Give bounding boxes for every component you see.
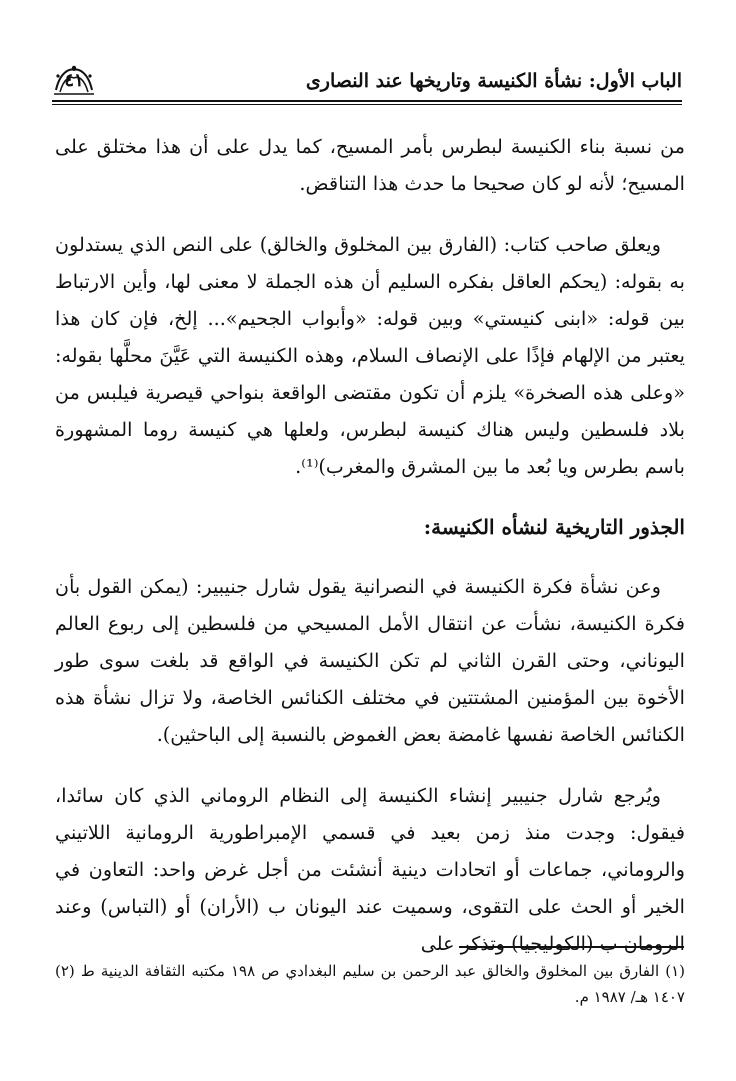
header-rule: [52, 100, 682, 102]
paragraph: وعن نشأة فكرة الكنيسة في النصرانية يقول شارل جنيبير: (يمكن القول بأن فكرة الكنيسة، نشأت عن انتقال الأمل المسيحي من فلسطين إلى ربوع العالم اليوناني، وحتى القرن الثاني لم تكن الكنيسة في الواقع قد بلغت سوى طور الأخوة بين المؤمنين المشتتين في مختلف الكنائس الخاصة، ولا تزال نشأة هذه الكنائس الخاصة نفسها غامضة بعض الغموض بالنسبة إلى الباحثين).: [55, 575, 686, 746]
main-text: [55, 128, 685, 986]
footnote: (١) الفارق بين المخلوق والخالق عبد الرحمن بن سليم البغدادي ص ١٩٨ مكتبه الثقافة الدينية ط (٢) ١٤٠٧ هـ/ ١٩٨٧ م.: [55, 962, 685, 1006]
paragraph: من نسبة بناء الكنيسة لبطرس بأمر المسيح، كما يدل على أن هذا مختلق على المسيح؛ لأنه لو كان صحيحا ما حدث هذا التناقض.: [55, 135, 685, 195]
paragraph: ويُرجع شارل جنيبير إنشاء الكنيسة إلى النظام الروماني الذي كان سائدا، فيقول: وجدت منذ زمن بعيد في قسمي الإمبراطورية الرومانية اللاتيني والروماني، جماعات أو اتحادات دينية أنشئت من أجل غرض واحد: التعاون في الخير أو الحث على التقوى، وسميت عند اليونان ب (الأران) أو (التباس) وعند الرومان ب (الكوليجيا) وتذكر على: [55, 784, 685, 955]
header-rule-thin: [52, 104, 682, 105]
page-header: [52, 62, 682, 108]
section-heading: الجذور التاريخية لنشأه الكنيسة:: [423, 515, 685, 539]
paragraph: ويعلق صاحب كتاب: (الفارق بين المخلوق والخالق) على النص الذي يستدلون به بقوله: (يحكم العاقل بفكره السليم أن هذه الجملة لا معنى لها، وأين الارتباط بين قوله: «ابنى كنيستي» وبين قوله: «وأبواب الجحيم»... إلخ، فإن كان هذا يعتبر من الإلهام فإذًا على الإنصاف السلام، وهذه الكنيسة التي عَيَّنَ محلَّها بقوله: «وعلى هذه الصخرة» يلزم أن تكون مقتضى الواقعة بنواحي قيصرية فيلبس من بلاد فلسطين وليس هناك كنيسة لبطرس، ولعلها هي كنيسة روما المشهورة باسم بطرس ويا بُعد ما بين المشرق والمغرب)⁽¹⁾.: [55, 233, 685, 478]
footnote-separator: [459, 946, 684, 948]
page-number: ٤١: [64, 69, 84, 91]
running-title: الباب الأول: نشأة الكنيسة وتاريخها عند النصارى: [305, 70, 682, 92]
footnotes: [55, 958, 685, 1010]
page-number-badge: [52, 64, 96, 96]
